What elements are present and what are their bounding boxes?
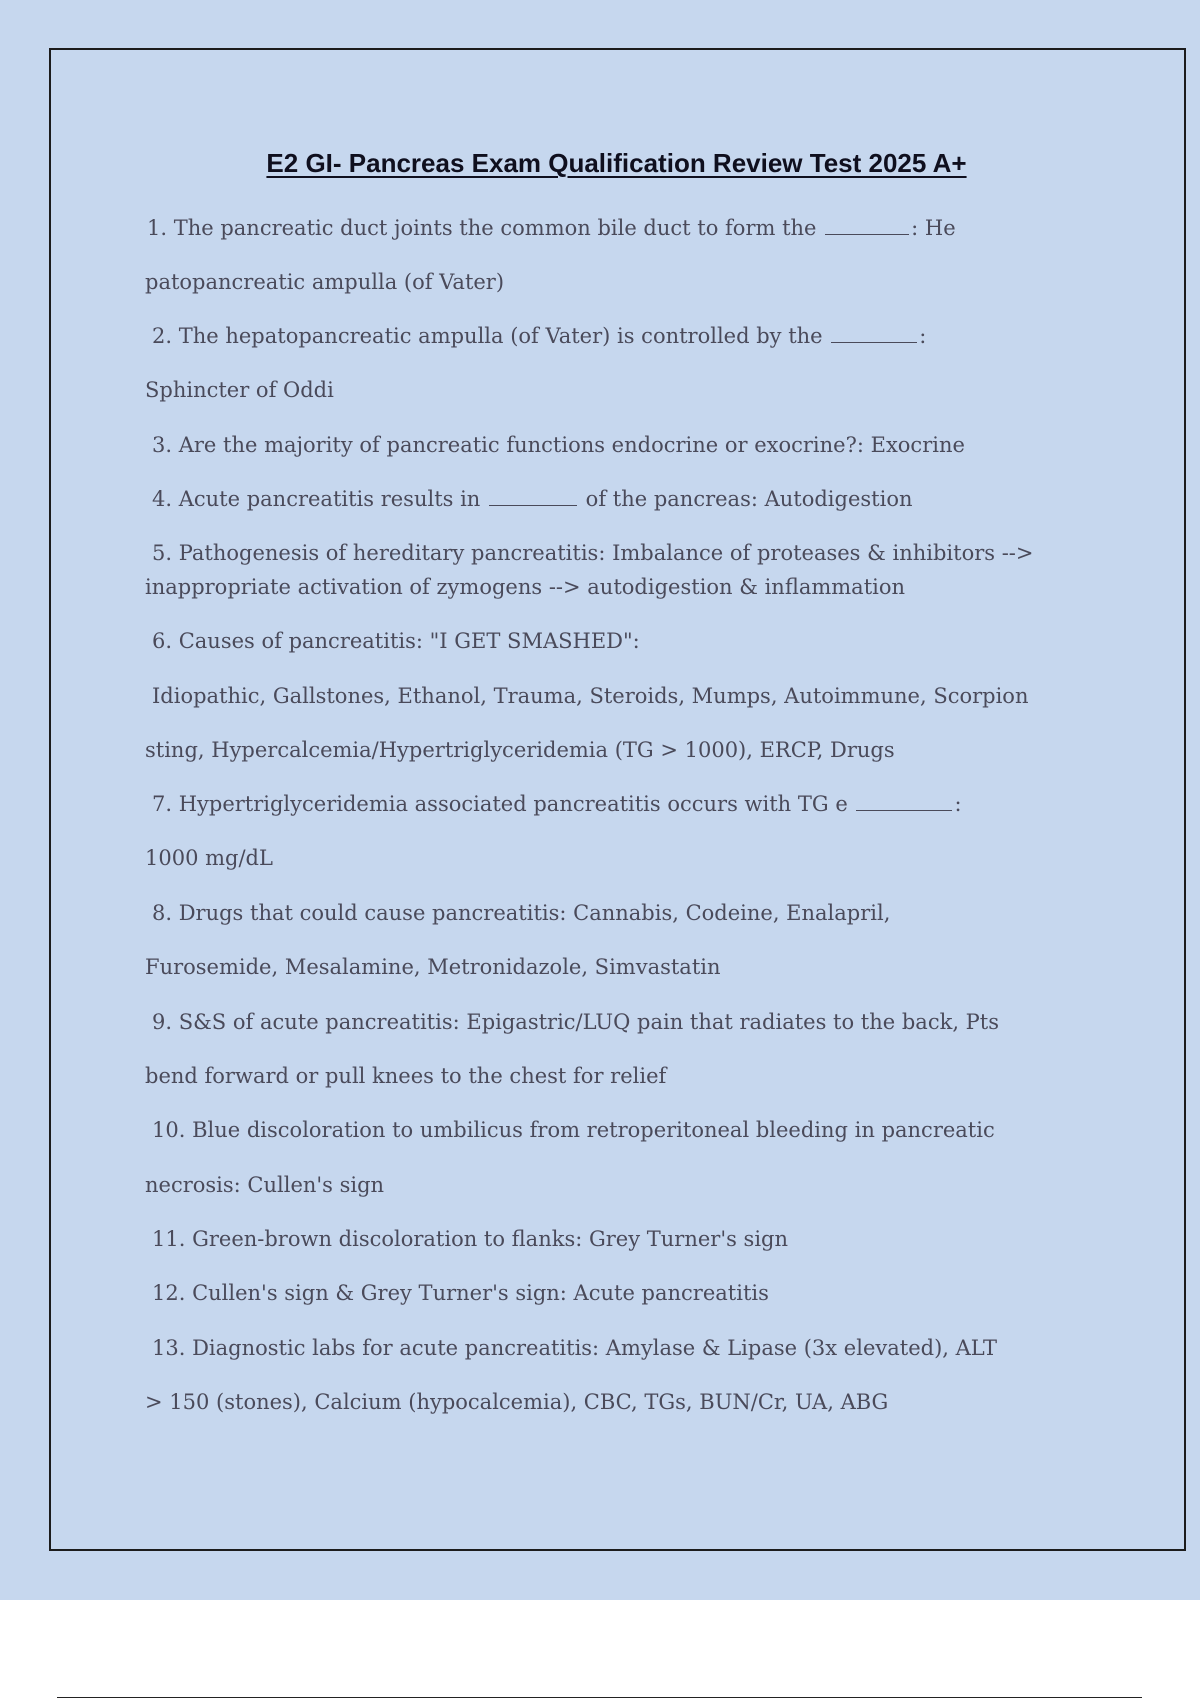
question-7-line-1	[152, 794, 962, 815]
question-10-line-1: 10. Blue discoloration to umbilicus from retroperitoneal bleeding in pancreatic	[152, 1118, 995, 1142]
question-1-line-2: patopancreatic ampulla (of Vater)	[145, 270, 505, 294]
answer-blank	[831, 341, 917, 343]
document-title: E2 GI- Pancreas Exam Qualification Review Test 2025 A+	[266, 148, 967, 178]
question-6-line-3: sting, Hypercalcemia/Hypertriglyceridemia (TG > 1000), ERCP, Drugs	[145, 738, 895, 762]
question-9-line-2: bend forward or pull knees to the chest for relief	[145, 1064, 667, 1088]
question-12: 12. Cullen's sign & Grey Turner's sign: Acute pancreatitis	[152, 1281, 769, 1305]
answer-blank	[825, 233, 909, 235]
question-1-answer-start: : He	[911, 216, 956, 240]
question-6-line-1: 6. Causes of pancreatitis: "I GET SMASHED":	[152, 629, 640, 653]
question-3: 3. Are the majority of pancreatic functions endocrine or exocrine?: Exocrine	[152, 433, 965, 457]
answer-blank	[856, 809, 952, 811]
question-10-line-2: necrosis: Cullen's sign	[145, 1173, 385, 1197]
question-1-line-1	[147, 218, 956, 239]
question-11: 11. Green-brown discoloration to flanks: Grey Turner's sign	[152, 1227, 789, 1251]
question-7-text: 7. Hypertriglyceridemia associated pancreatitis occurs with TG e	[152, 792, 855, 816]
question-13-line-1: 13. Diagnostic labs for acute pancreatitis: Amylase & Lipase (3x elevated), ALT	[152, 1336, 998, 1360]
question-13-line-2: > 150 (stones), Calcium (hypocalcemia), CBC, TGs, BUN/Cr, UA, ABG	[145, 1390, 889, 1414]
answer-blank	[489, 504, 577, 506]
footer-rule	[57, 1697, 1142, 1698]
question-4-text: 4. Acute pancreatitis results in	[152, 487, 487, 511]
question-5-line-1: 5. Pathogenesis of hereditary pancreatitis: Imbalance of proteases & inhibitors -->	[152, 541, 1034, 565]
question-2-text: 2. The hepatopancreatic ampulla (of Vater) is controlled by the	[152, 324, 830, 348]
question-8-line-1: 8. Drugs that could cause pancreatitis: Cannabis, Codeine, Enalapril,	[152, 901, 891, 925]
question-2-line-1	[152, 326, 926, 347]
question-2-colon: :	[919, 324, 927, 348]
question-4-answer: of the pancreas: Autodigestion	[579, 487, 913, 511]
question-9-line-1: 9. S&S of acute pancreatitis: Epigastric/LUQ pain that radiates to the back, Pts	[152, 1010, 1000, 1034]
question-1-text: 1. The pancreatic duct joints the common bile duct to form the	[147, 216, 824, 240]
question-8-line-2: Furosemide, Mesalamine, Metronidazole, Simvastatin	[145, 955, 721, 979]
question-2-line-2: Sphincter of Oddi	[145, 378, 334, 402]
question-5-line-2: inappropriate activation of zymogens --> autodigestion & inflammation	[145, 575, 906, 599]
question-7-line-2: 1000 mg/dL	[145, 846, 273, 870]
question-7-colon: :	[954, 792, 962, 816]
question-4	[152, 489, 913, 510]
question-6-line-2: Idiopathic, Gallstones, Ethanol, Trauma, Steroids, Mumps, Autoimmune, Scorpion	[152, 684, 1029, 708]
